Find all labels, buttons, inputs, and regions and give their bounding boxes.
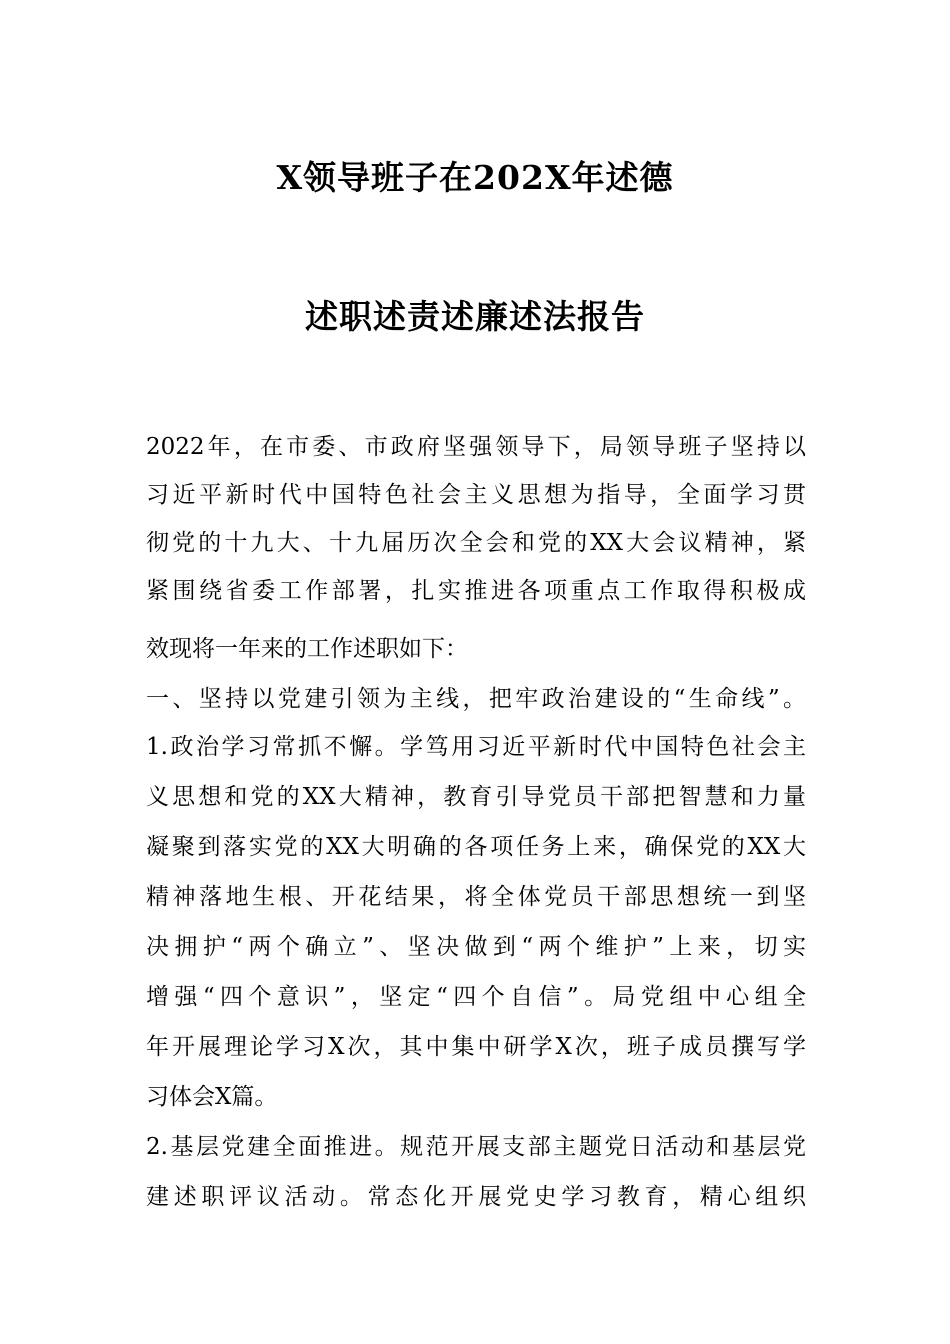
document-title-line-2: 述职述责述廉述法报告 xyxy=(305,297,645,336)
document-title-line-1: X领导班子在202X年述德 xyxy=(276,158,674,197)
paragraph-line: 建述职评议活动。常态化开展党史学习教育，精心组织 xyxy=(146,1184,806,1210)
paragraph-line: 习体会X篇。 xyxy=(146,1084,278,1110)
paragraph-line: 2022年，在市委、市政府坚强领导下，局领导班子坚持以 xyxy=(146,434,806,460)
paragraph-line: 2.基层党建全面推进。规范开展支部主题党日活动和基层党 xyxy=(146,1134,806,1160)
paragraph-line: 习近平新时代中国特色社会主义思想为指导，全面学习贯 xyxy=(146,482,806,508)
paragraph-line: 1.政治学习常抓不懈。学笃用习近平新时代中国特色社会主 xyxy=(146,734,806,760)
paragraph-line: 精神落地生根、开花结果，将全体党员干部思想统一到坚 xyxy=(146,884,806,910)
section-heading: 一、坚持以党建引领为主线，把牢政治建设的“生命线”。 xyxy=(146,686,806,712)
paragraph-line: 决拥护“两个确立”、坚决做到“两个维护”上来，切实 xyxy=(146,934,806,960)
paragraph-line: 彻党的十九大、十九届历次全会和党的XX大会议精神，紧 xyxy=(146,530,806,556)
paragraph-line: 效现将一年来的工作述职如下： xyxy=(146,636,468,662)
paragraph-line: 年开展理论学习X次，其中集中研学X次，班子成员撰写学 xyxy=(146,1034,806,1060)
paragraph-line: 义思想和党的XX大精神，教育引导党员干部把智慧和力量 xyxy=(146,784,806,810)
paragraph-line: 增强“四个意识”，坚定“四个自信”。局党组中心组全 xyxy=(146,984,806,1010)
paragraph-line: 紧围绕省委工作部署，扎实推进各项重点工作取得积极成 xyxy=(146,578,806,604)
paragraph-line: 凝聚到落实党的XX大明确的各项任务上来，确保党的XX大 xyxy=(146,834,806,860)
